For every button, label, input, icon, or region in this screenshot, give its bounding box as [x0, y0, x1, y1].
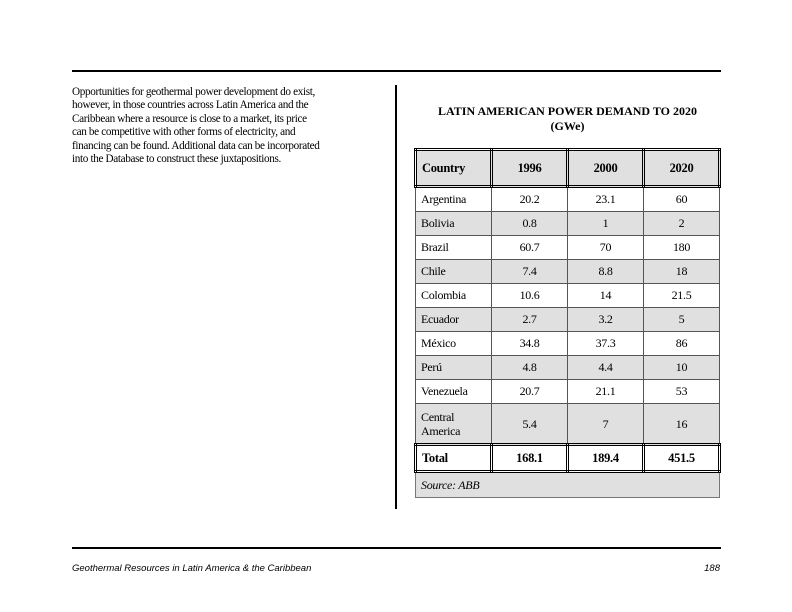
table-row-cell: 60 [644, 187, 720, 212]
total-row-cell: Total [416, 445, 492, 472]
source-row-cell: Source: ABB [416, 472, 720, 498]
footer-title: Geothermal Resources in Latin America & the Caribbean [72, 563, 312, 574]
table-row-cell: 10 [644, 356, 720, 380]
table-row-cell: 37.3 [568, 332, 644, 356]
bottom-rule [72, 547, 721, 549]
table-row-cell: 8.8 [568, 260, 644, 284]
table-row-cell: 21.5 [644, 284, 720, 308]
table-row-cell: 20.2 [492, 187, 568, 212]
total-row-cell: 168.1 [492, 445, 568, 472]
body-paragraph [72, 86, 372, 166]
source-row [416, 472, 720, 498]
total-row-cell: 189.4 [568, 445, 644, 472]
table-row [416, 187, 720, 212]
table-row [416, 260, 720, 284]
table-row-cell: 1 [568, 212, 644, 236]
table-row-cell: Central America [416, 404, 492, 445]
table-row-cell: Chile [416, 260, 492, 284]
table-row-cell: 5.4 [492, 404, 568, 445]
table-row-cell: 7 [568, 404, 644, 445]
header-row [416, 150, 720, 187]
table-row-cell: Venezuela [416, 380, 492, 404]
table-row-cell: 23.1 [568, 187, 644, 212]
table-row-cell: 21.1 [568, 380, 644, 404]
table-row [416, 356, 720, 380]
table-row-cell: Argentina [416, 187, 492, 212]
header-row-cell: 2000 [568, 150, 644, 187]
table-row-cell: 14 [568, 284, 644, 308]
table-row-cell: 0.8 [492, 212, 568, 236]
total-row-cell: 451.5 [644, 445, 720, 472]
table-row-cell: 4.4 [568, 356, 644, 380]
power-demand-table [414, 148, 721, 498]
table-title [414, 104, 721, 134]
table-row-cell: 7.4 [492, 260, 568, 284]
table-row-cell: 4.8 [492, 356, 568, 380]
table-row [416, 284, 720, 308]
table-row-cell: Colombia [416, 284, 492, 308]
table-row-cell: Ecuador [416, 308, 492, 332]
paragraph-line: Opportunities for geothermal power development do exist, [72, 86, 315, 98]
header-row-cell: Country [416, 150, 492, 187]
table-row [416, 236, 720, 260]
page-number: 188 [704, 563, 720, 574]
table-row-cell: 53 [644, 380, 720, 404]
table-row-cell: México [416, 332, 492, 356]
table-row-cell: 3.2 [568, 308, 644, 332]
table-row-cell: 2.7 [492, 308, 568, 332]
paragraph-line: financing can be found. Additional data can be incorporated [72, 139, 320, 152]
table-row-cell: 180 [644, 236, 720, 260]
header-row-cell: 2020 [644, 150, 720, 187]
total-row [416, 445, 720, 472]
table-row-cell: 86 [644, 332, 720, 356]
column-divider [395, 85, 397, 509]
table-row-cell: Brazil [416, 236, 492, 260]
table-row-cell: 10.6 [492, 284, 568, 308]
table-row [416, 332, 720, 356]
paragraph-line: into the Database to construct these juxtapositions. [72, 153, 281, 166]
table-row [416, 212, 720, 236]
table-row-cell: Bolivia [416, 212, 492, 236]
table-row-cell: 18 [644, 260, 720, 284]
table-row-cell: 34.8 [492, 332, 568, 356]
table-row-cell: Perú [416, 356, 492, 380]
table-row-cell: 16 [644, 404, 720, 445]
header-row-cell: 1996 [492, 150, 568, 187]
table-title-line2: (GWe) [550, 119, 585, 133]
paragraph-line: however, in those countries across Latin America and the [72, 99, 309, 112]
table-row [416, 380, 720, 404]
table-row-cell: 60.7 [492, 236, 568, 260]
table-row-cell: 5 [644, 308, 720, 332]
table-row [416, 404, 720, 445]
paragraph-line: Caribbean where a resource is close to a market, its price [72, 112, 307, 125]
table-title-line1: LATIN AMERICAN POWER DEMAND TO 2020 [437, 104, 698, 118]
top-rule [72, 70, 721, 72]
table-row-cell: 70 [568, 236, 644, 260]
paragraph-line: can be competitive with other forms of electricity, and [72, 126, 296, 139]
table-row-cell: 2 [644, 212, 720, 236]
table-row-cell: 20.7 [492, 380, 568, 404]
table-row [416, 308, 720, 332]
